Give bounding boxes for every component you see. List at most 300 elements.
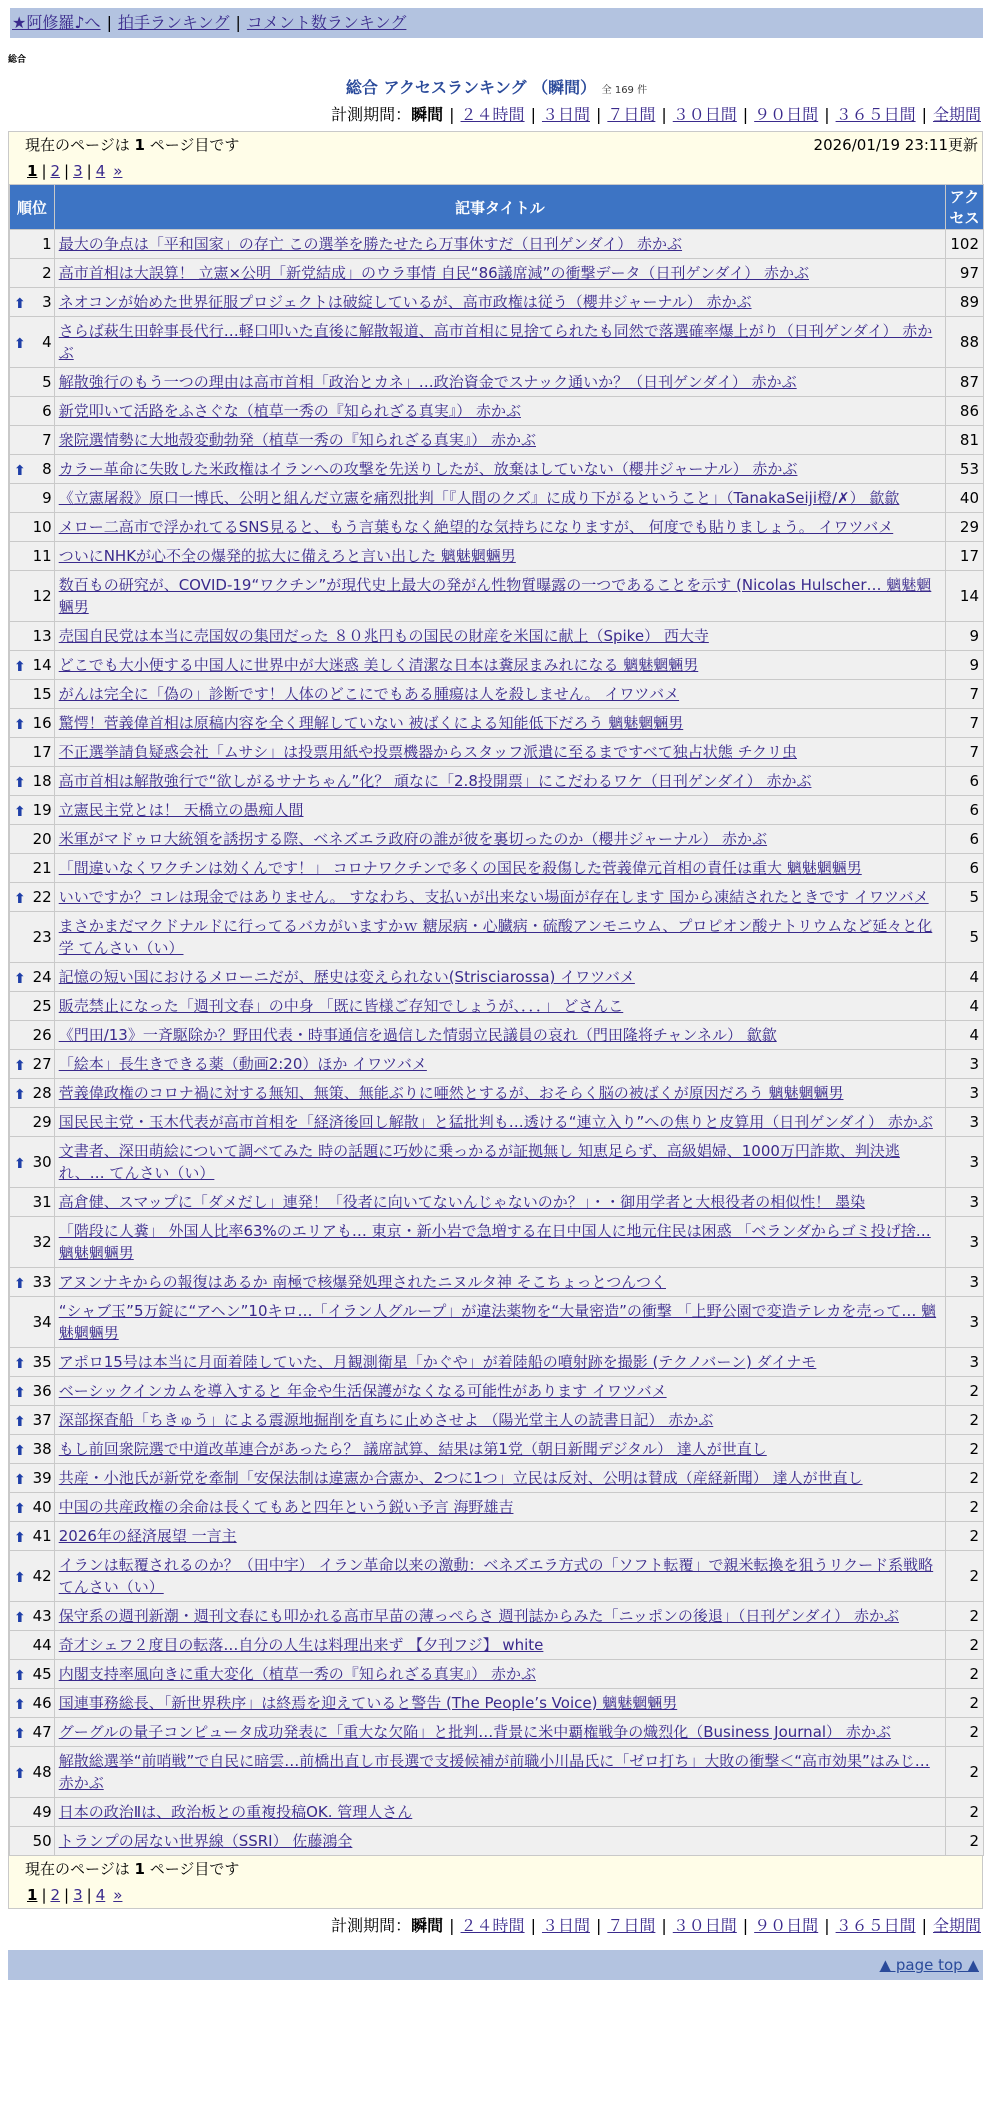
access-count: 88 bbox=[946, 317, 984, 368]
up-arrow-icon: ⬆ bbox=[14, 1726, 26, 1742]
title-cell bbox=[54, 912, 945, 963]
rank-cell bbox=[10, 317, 55, 368]
access-count: 3 bbox=[946, 1050, 984, 1079]
article-title-link[interactable]: 解散総選挙“前哨戦”で自民に暗雲…前橋出直し市長選で支援候補が前職小川晶氏に「ゼロ打ち」大敗の衝撃＜“高市効果”はみじ… 赤かぶ bbox=[58, 1752, 930, 1792]
pager-current: 1 bbox=[27, 162, 38, 180]
pager-link[interactable]: 4 bbox=[95, 1886, 106, 1904]
access-count: 3 bbox=[946, 1348, 984, 1377]
article-title-link[interactable]: アヌンナキからの報復はあるか 南極で核爆発処理されたニヌルタ神 そこちょっとつんつく bbox=[58, 1273, 666, 1291]
period-separator: | bbox=[661, 1916, 667, 1935]
access-count: 6 bbox=[946, 767, 984, 796]
rank-cell bbox=[10, 455, 55, 484]
pager-link[interactable]: 4 bbox=[95, 162, 106, 180]
access-count: 3 bbox=[946, 1079, 984, 1108]
rank-cell bbox=[10, 1798, 55, 1827]
access-count: 3 bbox=[946, 1137, 984, 1188]
clap-ranking-link[interactable]: 拍手ランキング bbox=[117, 13, 230, 32]
period-link[interactable]: ２４時間 bbox=[460, 1916, 525, 1935]
rank-cell bbox=[10, 1660, 55, 1689]
title-cell bbox=[54, 542, 945, 571]
access-count: 3 bbox=[946, 1108, 984, 1137]
article-title-link[interactable]: 国民民主党・玉木代表が高市首相を「経済後回し解散」と猛批判も…透ける“連立入り”への焦りと皮算用（日刊ゲンダイ） 赤かぶ bbox=[58, 1113, 933, 1131]
article-title-link[interactable]: 深部探査船「ちきゅう」による震源地掘削を直ちに止めさせよ （陽光堂主人の読書日記） 赤かぶ bbox=[58, 1411, 714, 1429]
table-row bbox=[10, 1108, 984, 1137]
table-row bbox=[10, 767, 984, 796]
title-cell bbox=[54, 963, 945, 992]
rank-number: 10 bbox=[32, 518, 52, 536]
pager-link[interactable]: 2 bbox=[50, 1886, 61, 1904]
title-cell bbox=[54, 1522, 945, 1551]
title-cell bbox=[54, 484, 945, 513]
up-arrow-icon: ⬆ bbox=[14, 1356, 26, 1372]
rank-cell bbox=[10, 1021, 55, 1050]
up-arrow-icon: ⬆ bbox=[14, 1385, 26, 1401]
rank-number: 47 bbox=[32, 1723, 52, 1741]
article-title-link[interactable]: 中国の共産政権の余命は長くてもあと四年という鋭い予言 海野雄吉 bbox=[58, 1498, 514, 1516]
article-title-link[interactable]: 共産・小池氏が新党を牽制「安保法制は違憲か合憲か、2つに1つ」立民は反対、公明は賛成（産経新聞） 達人が世直し bbox=[58, 1469, 863, 1487]
title-cell bbox=[54, 397, 945, 426]
page-info-suffix: ページ目です bbox=[144, 1860, 240, 1878]
period-separator: | bbox=[824, 105, 830, 124]
article-title-link[interactable]: さらば萩生田幹事長代行…軽口叩いた直後に解散報道、高市首相に見捨てられたも同然で落選確率爆上がり（日刊ゲンダイ） 赤かぶ bbox=[58, 322, 933, 362]
title-cell bbox=[54, 680, 945, 709]
rank-number: 22 bbox=[32, 888, 52, 906]
rank-number: 46 bbox=[32, 1694, 52, 1712]
pager-link[interactable]: 3 bbox=[73, 162, 83, 180]
period-link[interactable]: ７日間 bbox=[607, 105, 656, 124]
title-cell bbox=[54, 1108, 945, 1137]
table-row bbox=[10, 709, 984, 738]
article-title-link[interactable]: ベーシックインカムを導入すると 年金や生活保護がなくなる可能性があります イワツバメ bbox=[58, 1382, 667, 1400]
up-arrow-icon: ⬆ bbox=[14, 1058, 26, 1074]
period-link[interactable]: ３０日間 bbox=[672, 105, 737, 124]
access-count: 7 bbox=[946, 709, 984, 738]
rank-cell bbox=[10, 1137, 55, 1188]
page-info-prefix: 現在のページは bbox=[25, 1860, 135, 1878]
article-title-link[interactable]: 「絵本」長生きできる薬（動画2:20）ほか イワツバメ bbox=[58, 1055, 427, 1073]
rank-cell bbox=[10, 230, 55, 259]
rank-number: 7 bbox=[42, 431, 52, 449]
article-title-link[interactable]: 日本の政治Ⅱは、政治板との重複投稿OK. 管理人さん bbox=[58, 1803, 413, 1821]
up-arrow-icon: ⬆ bbox=[14, 1472, 26, 1488]
article-title-link[interactable]: 高市首相は解散強行で“欲しがるサナちゃん”化？ 頑なに「2.8投開票」にこだわるワケ（日刊ゲンダイ） 赤かぶ bbox=[58, 772, 812, 790]
up-arrow-icon: ⬆ bbox=[14, 1610, 26, 1626]
table-row bbox=[10, 1406, 984, 1435]
article-title-link[interactable]: どこでも大小便する中国人に世界中が大迷惑 美しく清潔な日本は糞尿まみれになる 魑魅魍魎男 bbox=[58, 656, 699, 674]
title-cell bbox=[54, 767, 945, 796]
article-title-link[interactable]: 「間違いなくワクチンは効くんです！」 コロナワクチンで多くの国民を殺傷した菅義偉元首相の責任は重大 魑魅魍魎男 bbox=[58, 859, 862, 877]
access-count: 3 bbox=[946, 1268, 984, 1297]
access-count: 3 bbox=[946, 1297, 984, 1348]
rank-number: 35 bbox=[32, 1353, 52, 1371]
article-title-link[interactable]: 菅義偉政権のコロナ禍に対する無知、無策、無能ぶりに唖然とするが、おそらく脳の被ばくが原因だろう 魑魅魍魎男 bbox=[58, 1084, 844, 1102]
article-title-link[interactable]: 文書者、深田萌絵について調べてみた 時の話題に巧妙に乗っかるが証拠無し 知恵足らず、高級娼婦、1000万円詐欺、判決逃れ、… てんさい（い） bbox=[58, 1142, 900, 1182]
access-count: 2 bbox=[946, 1435, 984, 1464]
rank-number: 8 bbox=[42, 460, 52, 478]
title-cell bbox=[54, 368, 945, 397]
pager-next-link[interactable]: » bbox=[113, 162, 123, 180]
title-cell bbox=[54, 1377, 945, 1406]
access-count: 2 bbox=[946, 1747, 984, 1798]
access-count: 2 bbox=[946, 1718, 984, 1747]
access-count: 29 bbox=[946, 513, 984, 542]
article-title-link[interactable]: 最大の争点は「平和国家」の存亡 この選挙を勝たせたら万事休すだ（日刊ゲンダイ） 赤かぶ bbox=[58, 235, 683, 253]
up-arrow-icon: ⬆ bbox=[14, 1414, 26, 1430]
pager-separator: | bbox=[64, 1886, 70, 1904]
rank-number: 2 bbox=[42, 264, 52, 282]
rank-column-header: 順位 bbox=[10, 185, 55, 230]
ranking-title: 総合 アクセスランキング （瞬間） bbox=[345, 78, 597, 97]
title-cell bbox=[54, 1217, 945, 1268]
up-arrow-icon: ⬆ bbox=[14, 1697, 26, 1713]
article-title-link[interactable]: 新党叩いて活路をふさぐな（植草一秀の『知られざる真実』） 赤かぶ bbox=[58, 402, 521, 420]
up-arrow-icon: ⬆ bbox=[14, 1570, 26, 1586]
nav-separator: | bbox=[106, 13, 112, 32]
rank-number: 6 bbox=[42, 402, 52, 420]
pager-link[interactable]: 2 bbox=[50, 162, 61, 180]
up-arrow-icon: ⬆ bbox=[14, 804, 26, 820]
article-title-link[interactable]: ついにNHKが心不全の爆発的拡大に備えろと言い出した 魑魅魍魎男 bbox=[58, 547, 516, 565]
rank-cell bbox=[10, 1297, 55, 1348]
rank-number: 29 bbox=[32, 1113, 52, 1131]
pager-separator: | bbox=[86, 162, 92, 180]
rank-cell bbox=[10, 426, 55, 455]
period-link[interactable]: 全期間 bbox=[932, 105, 981, 124]
title-cell bbox=[54, 1188, 945, 1217]
article-title-link[interactable]: 2026年の経済展望 一言主 bbox=[58, 1527, 237, 1545]
rank-number: 39 bbox=[32, 1469, 52, 1487]
rank-cell bbox=[10, 883, 55, 912]
table-row bbox=[10, 1268, 984, 1297]
rank-number: 36 bbox=[32, 1382, 52, 1400]
article-title-link[interactable]: 内閣支持率風向きに重大変化（植草一秀の『知られざる真実』） 赤かぶ bbox=[58, 1665, 536, 1683]
table-row bbox=[10, 1137, 984, 1188]
table-row bbox=[10, 992, 984, 1021]
rank-cell bbox=[10, 484, 55, 513]
rank-number: 37 bbox=[32, 1411, 52, 1429]
table-row bbox=[10, 1827, 984, 1856]
pager-separator: | bbox=[41, 1886, 47, 1904]
up-arrow-icon: ⬆ bbox=[14, 659, 26, 675]
title-cell bbox=[54, 1798, 945, 1827]
article-title-link[interactable]: メロー二高市で浮かれてるSNS見ると、もう言葉もなく絶望的な気持ちになりますが、 何度でも貼りましょう。 イワツバメ bbox=[58, 518, 894, 536]
period-separator: | bbox=[595, 1916, 602, 1935]
table-row bbox=[10, 1631, 984, 1660]
article-title-link[interactable]: カラー革命に失敗した米政権はイランへの攻撃を先送りしたが、放棄はしていない（櫻井ジャーナル） 赤かぶ bbox=[58, 460, 798, 478]
article-title-link[interactable]: ネオコンが始めた世界征服プロジェクトは破綻しているが、高市政権は従う（櫻井ジャーナル） 赤かぶ bbox=[58, 293, 752, 311]
rank-cell bbox=[10, 1050, 55, 1079]
title-cell bbox=[54, 1689, 945, 1718]
up-arrow-icon: ⬆ bbox=[14, 1766, 26, 1782]
rank-number: 33 bbox=[32, 1273, 52, 1291]
rank-cell bbox=[10, 1747, 55, 1798]
article-title-link[interactable]: 米軍がマドゥロ大統領を誘拐する際、ベネズエラ政府の誰が彼を裏切ったのか（櫻井ジャーナル） 赤かぶ bbox=[58, 830, 768, 848]
rank-number: 16 bbox=[32, 714, 52, 732]
pagination bbox=[9, 158, 982, 184]
article-title-link[interactable]: 販売禁止になった「週刊文春」の中身 「既に皆様ご存知でしょうが、．．．」 どさんこ bbox=[58, 997, 624, 1015]
article-title-link[interactable]: もし前回衆院選で中道改革連合があったら？ 議席試算、結果は第1党（朝日新聞デジタル） 達人が世直し bbox=[58, 1440, 767, 1458]
title-cell bbox=[54, 1660, 945, 1689]
rank-cell bbox=[10, 1079, 55, 1108]
period-link[interactable]: ３６５日間 bbox=[835, 1916, 916, 1935]
access-count: 6 bbox=[946, 825, 984, 854]
rank-cell bbox=[10, 368, 55, 397]
rank-number: 34 bbox=[32, 1313, 52, 1331]
article-title-link[interactable]: 高倉健、スマップに「ダメだし」連発！「役者に向いてないんじゃないのか？」・・御用学者と大根役者の相似性！ 墨染 bbox=[58, 1193, 866, 1211]
rank-number: 15 bbox=[32, 685, 52, 703]
table-row bbox=[10, 230, 984, 259]
title-cell bbox=[54, 1435, 945, 1464]
title-cell bbox=[54, 1268, 945, 1297]
rank-number: 20 bbox=[32, 830, 52, 848]
rank-cell bbox=[10, 825, 55, 854]
access-column-header: アクセス bbox=[946, 185, 984, 230]
article-title-link[interactable]: 不正選挙請負疑惑会社「ムサシ」は投票用紙や投票機器からスタッフ派遣に至るまですべて独占状態 チクリ虫 bbox=[58, 743, 797, 761]
access-count: 9 bbox=[946, 622, 984, 651]
article-title-link[interactable]: “シャブ玉”5万錠に“アヘン”10キロ…「イラン人グループ」が違法薬物を“大量密造”の衝撃 「上野公園で変造テレカを売って… 魑魅魍魎男 bbox=[58, 1302, 937, 1342]
title-cell bbox=[54, 1079, 945, 1108]
page-info-number: 1 bbox=[134, 136, 145, 154]
title-cell bbox=[54, 455, 945, 484]
rank-number: 32 bbox=[32, 1233, 52, 1251]
period-link[interactable]: 全期間 bbox=[932, 1916, 981, 1935]
rank-number: 11 bbox=[32, 547, 52, 565]
period-link[interactable]: ９０日間 bbox=[754, 105, 819, 124]
table-row bbox=[10, 571, 984, 622]
rank-cell bbox=[10, 796, 55, 825]
table-row bbox=[10, 259, 984, 288]
access-count: 2 bbox=[946, 1522, 984, 1551]
title-cell bbox=[54, 992, 945, 1021]
rank-number: 41 bbox=[32, 1527, 52, 1545]
article-title-link[interactable]: 《門田/13》一斉駆除か？野田代表・時事通信を過信した情弱立民議員の哀れ（門田隆将チャンネル） 歙歙 bbox=[58, 1026, 777, 1044]
article-title-link[interactable]: 立憲民主党とは！ 天橋立の愚痴人間 bbox=[58, 801, 304, 819]
rank-number: 40 bbox=[32, 1498, 52, 1516]
title-cell bbox=[54, 1021, 945, 1050]
page-info-number: 1 bbox=[134, 1860, 145, 1878]
table-row bbox=[10, 1551, 984, 1602]
table-row bbox=[10, 738, 984, 767]
updated-timestamp: 2026/01/19 23:11更新 bbox=[813, 136, 978, 154]
period-link[interactable]: ９０日間 bbox=[754, 1916, 819, 1935]
rank-number: 42 bbox=[32, 1567, 52, 1585]
rank-number: 24 bbox=[32, 968, 52, 986]
period-separator: | bbox=[449, 1916, 455, 1935]
table-row bbox=[10, 1079, 984, 1108]
table-row bbox=[10, 1493, 984, 1522]
pager-current: 1 bbox=[27, 1886, 38, 1904]
period-separator: | bbox=[530, 1916, 536, 1935]
title-cell bbox=[54, 1297, 945, 1348]
access-count: 102 bbox=[946, 230, 984, 259]
up-arrow-icon: ⬆ bbox=[14, 971, 26, 987]
period-separator: | bbox=[824, 1916, 830, 1935]
rank-cell bbox=[10, 1493, 55, 1522]
period-selector bbox=[0, 102, 981, 125]
article-title-link[interactable]: 《立憲屠殺》原口一博氏、公明と組んだ立憲を痛烈批判「『人間のクズ』に成り下がるということ」（TanakaSeiji橙/✗） 歙歙 bbox=[58, 489, 900, 507]
table-row bbox=[10, 1660, 984, 1689]
article-title-link[interactable]: まさかまだマクドナルドに行ってるバカがいますかｗ 糖尿病・心臓病・硫酸アンモニウム、プロピオン酸ナトリウムなど延々と化学 てんさい（い） bbox=[58, 917, 933, 957]
table-row bbox=[10, 1689, 984, 1718]
access-count: 2 bbox=[946, 1551, 984, 1602]
rank-cell bbox=[10, 1348, 55, 1377]
article-title-link[interactable]: 数百もの研究が、COVID-19“ワクチン”が現代史上最大の発がん性物質曝露の一つであることを示す (Nicolas Hulscher… 魑魅魍魎男 bbox=[58, 576, 932, 616]
article-title-link[interactable]: 驚愕！菅義偉首相は原稿内容を全く理解していない 被ばくによる知能低下だろう 魑魅魍魎男 bbox=[58, 714, 684, 732]
rank-number: 30 bbox=[32, 1153, 52, 1171]
pager-separator: | bbox=[41, 162, 47, 180]
title-cell bbox=[54, 709, 945, 738]
article-title-link[interactable]: いいですか？コレは現金ではありません。 すなわち、支払いが出来ない場面が存在します 国から凍結されたときです イワツバメ bbox=[58, 888, 929, 906]
period-separator: | bbox=[921, 105, 927, 124]
pager-link[interactable]: 3 bbox=[73, 1886, 83, 1904]
rank-cell bbox=[10, 709, 55, 738]
article-title-link[interactable]: 売国自民党は本当に売国奴の集団だった ８０兆円もの国民の財産を米国に献上（Spike） 西大寺 bbox=[58, 627, 709, 645]
period-current: 瞬間 bbox=[411, 105, 444, 124]
period-separator: | bbox=[530, 105, 536, 124]
rank-cell bbox=[10, 1217, 55, 1268]
article-title-link[interactable]: イランは転覆されるのか？（田中宇） イラン革命以来の激動：ベネズエラ方式の「ソフト転覆」で親米転換を狙うリクード系戦略 てんさい（い） bbox=[58, 1556, 934, 1596]
rank-number: 25 bbox=[32, 997, 52, 1015]
access-count: 2 bbox=[946, 1493, 984, 1522]
access-count: 53 bbox=[946, 455, 984, 484]
access-count: 2 bbox=[946, 1827, 984, 1856]
article-title-link[interactable]: 衆院選情勢に大地殻変動勃発（植草一秀の『知られざる真実』） 赤かぶ bbox=[58, 431, 536, 449]
category-label: 総合 bbox=[8, 55, 27, 65]
rank-number: 5 bbox=[42, 373, 52, 391]
access-count: 3 bbox=[946, 1217, 984, 1268]
top-nav bbox=[10, 8, 983, 38]
period-link[interactable]: ３日間 bbox=[541, 1916, 590, 1935]
rank-number: 18 bbox=[32, 772, 52, 790]
rank-number: 9 bbox=[42, 489, 52, 507]
access-count: 7 bbox=[946, 738, 984, 767]
title-cell bbox=[54, 825, 945, 854]
article-title-link[interactable]: 解散強行のもう一つの理由は高市首相「政治とカネ」…政治資金でスナック通いか？（日刊ゲンダイ） 赤かぶ bbox=[58, 373, 797, 391]
rank-number: 45 bbox=[32, 1665, 52, 1683]
home-link[interactable]: ★阿修羅♪へ bbox=[12, 13, 101, 32]
title-cell bbox=[54, 651, 945, 680]
title-cell bbox=[54, 259, 945, 288]
access-count: 2 bbox=[946, 1406, 984, 1435]
up-arrow-icon: ⬆ bbox=[14, 1668, 26, 1684]
rank-cell bbox=[10, 1188, 55, 1217]
article-title-link[interactable]: グーグルの量子コンピュータ成功発表に「重大な欠陥」と批判…背景に米中覇権戦争の熾烈化（Business Journal） 赤かぶ bbox=[58, 1723, 891, 1741]
pager-next-link[interactable]: » bbox=[113, 1886, 123, 1904]
table-row bbox=[10, 1464, 984, 1493]
page-top-link[interactable]: ▲ page top ▲ bbox=[879, 1956, 979, 1974]
period-link[interactable]: ３０日間 bbox=[672, 1916, 737, 1935]
total-count: 全 169 件 bbox=[601, 85, 648, 96]
article-title-link[interactable]: トランプの居ない世界線（SSRI） 佐藤鴻全 bbox=[58, 1832, 353, 1850]
rank-number: 28 bbox=[32, 1084, 52, 1102]
article-title-link[interactable]: がんは完全に「偽の」診断です！人体のどこにでもある腫瘍は人を殺しません。 イワツバメ bbox=[58, 685, 680, 703]
access-count: 81 bbox=[946, 426, 984, 455]
title-cell bbox=[54, 1747, 945, 1798]
title-cell bbox=[54, 883, 945, 912]
rank-cell bbox=[10, 259, 55, 288]
rank-cell bbox=[10, 912, 55, 963]
access-count: 6 bbox=[946, 796, 984, 825]
article-title-link[interactable]: 高市首相は大誤算！ 立憲×公明「新党結成」のウラ事情 自民“86議席減”の衝撃データ（日刊ゲンダイ） 赤かぶ bbox=[58, 264, 810, 282]
access-count: 6 bbox=[946, 854, 984, 883]
rank-cell bbox=[10, 1522, 55, 1551]
nav-separator: | bbox=[235, 13, 241, 32]
ranking-panel bbox=[8, 131, 983, 1909]
up-arrow-icon: ⬆ bbox=[14, 1276, 26, 1292]
access-count: 5 bbox=[946, 912, 984, 963]
title-cell bbox=[54, 317, 945, 368]
period-label: 計測期間： bbox=[331, 1916, 412, 1935]
rank-number: 3 bbox=[42, 293, 52, 311]
access-count: 86 bbox=[946, 397, 984, 426]
period-link[interactable]: ２４時間 bbox=[460, 105, 525, 124]
article-title-link[interactable]: 国連事務総長、「新世界秩序」は終焉を迎えていると警告 (The People’s Voice) 魑魅魍魎男 bbox=[58, 1694, 678, 1712]
rank-cell bbox=[10, 397, 55, 426]
access-count: 4 bbox=[946, 992, 984, 1021]
access-count: 40 bbox=[946, 484, 984, 513]
up-arrow-icon: ⬆ bbox=[14, 717, 26, 733]
article-title-link[interactable]: アポロ15号は本当に月面着陸していた、月観測衛星「かぐや」が着陸船の噴射跡を撮影 (テクノバーン) ダイナモ bbox=[58, 1353, 817, 1371]
title-cell bbox=[54, 1464, 945, 1493]
title-cell bbox=[54, 1602, 945, 1631]
rank-number: 44 bbox=[32, 1636, 52, 1654]
period-link[interactable]: ３日間 bbox=[541, 105, 590, 124]
rank-cell bbox=[10, 738, 55, 767]
title-cell bbox=[54, 1137, 945, 1188]
title-cell bbox=[54, 1348, 945, 1377]
period-link[interactable]: ７日間 bbox=[607, 1916, 656, 1935]
comment-ranking-link[interactable]: コメント数ランキング bbox=[246, 13, 407, 32]
pagination-bottom bbox=[9, 1882, 982, 1908]
rank-number: 17 bbox=[32, 743, 52, 761]
table-row bbox=[10, 317, 984, 368]
access-count: 97 bbox=[946, 259, 984, 288]
table-row bbox=[10, 1435, 984, 1464]
table-row bbox=[10, 1602, 984, 1631]
rank-number: 1 bbox=[42, 235, 52, 253]
rank-cell bbox=[10, 542, 55, 571]
period-separator: | bbox=[921, 1916, 927, 1935]
access-count: 87 bbox=[946, 368, 984, 397]
article-title-link[interactable]: 保守系の週刊新潮・週刊文春にも叩かれる高市早苗の薄っぺらさ 週刊誌からみた「ニッポンの後退」（日刊ゲンダイ） 赤かぶ bbox=[58, 1607, 899, 1625]
up-arrow-icon: ⬆ bbox=[14, 336, 26, 352]
article-title-link[interactable]: 「階段に人糞」 外国人比率63%のエリアも… 東京・新小岩で急増する在日中国人に地元住民は困惑 「ベランダからゴミ投げ捨… 魑魅魍魎男 bbox=[58, 1222, 931, 1262]
title-cell bbox=[54, 571, 945, 622]
rank-cell bbox=[10, 1268, 55, 1297]
access-count: 4 bbox=[946, 1021, 984, 1050]
rank-cell bbox=[10, 1377, 55, 1406]
rank-cell bbox=[10, 1464, 55, 1493]
article-title-link[interactable]: 奇才シェフ２度目の転落…自分の人生は料理出来ず 【夕刊フジ】 white bbox=[58, 1636, 544, 1654]
footer-bar bbox=[8, 1950, 983, 1980]
period-link[interactable]: ３６５日間 bbox=[835, 105, 916, 124]
access-count: 89 bbox=[946, 288, 984, 317]
access-count: 2 bbox=[946, 1660, 984, 1689]
rank-cell bbox=[10, 1406, 55, 1435]
table-row bbox=[10, 680, 984, 709]
title-cell bbox=[54, 854, 945, 883]
rank-cell bbox=[10, 992, 55, 1021]
up-arrow-icon: ⬆ bbox=[14, 296, 26, 312]
article-title-link[interactable]: 記憶の短い国におけるメローニだが、歴史は変えられない(Strisciarossa) イワツバメ bbox=[58, 968, 635, 986]
rank-cell bbox=[10, 1631, 55, 1660]
up-arrow-icon: ⬆ bbox=[14, 891, 26, 907]
rank-cell bbox=[10, 1602, 55, 1631]
page-title bbox=[0, 75, 993, 98]
table-row bbox=[10, 825, 984, 854]
period-separator: | bbox=[449, 105, 455, 124]
period-separator: | bbox=[742, 105, 749, 124]
